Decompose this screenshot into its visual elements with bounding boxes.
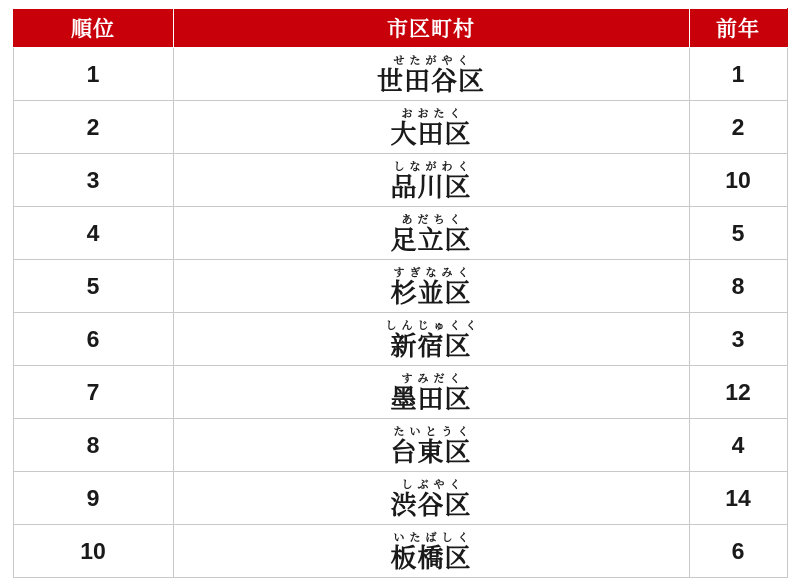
city-label-group: [389, 529, 474, 573]
rank-value: 1: [13, 48, 173, 101]
previous-rank-value: 6: [689, 525, 787, 578]
table-body: [13, 48, 787, 578]
city-name: 世田谷区: [376, 66, 485, 96]
city-label-group: [390, 476, 471, 520]
city-name: 大田区: [390, 119, 472, 149]
city-value: [173, 366, 689, 419]
table-row: [13, 260, 787, 313]
ranking-table: [13, 8, 788, 578]
city-label-group: [381, 317, 482, 361]
rank-value: 6: [13, 313, 173, 366]
city-value: [173, 154, 689, 207]
city-name: 足立区: [390, 225, 472, 255]
rank-value: 2: [13, 101, 173, 154]
previous-rank-value: 14: [689, 472, 787, 525]
city-label-group: [389, 423, 474, 467]
city-value: [173, 313, 689, 366]
city-furigana: おおたく: [401, 108, 466, 120]
city-furigana: しぶやく: [401, 479, 466, 491]
column-header-city: 市区町村: [173, 9, 689, 48]
previous-rank-value: 10: [689, 154, 787, 207]
table-row: [13, 154, 787, 207]
city-value: [173, 419, 689, 472]
city-furigana: たいとうく: [393, 426, 474, 438]
table-row: [13, 101, 787, 154]
previous-rank-value: 4: [689, 419, 787, 472]
rank-value: 8: [13, 419, 173, 472]
previous-rank-value: 5: [689, 207, 787, 260]
table-row: [13, 525, 787, 578]
table-header: [13, 9, 787, 48]
rank-value: 5: [13, 260, 173, 313]
city-name: 渋谷区: [390, 490, 472, 520]
city-furigana: あだちく: [401, 214, 466, 226]
city-label-group: [390, 211, 471, 255]
table-row: [13, 366, 787, 419]
rank-value: 3: [13, 154, 173, 207]
city-label-group: [390, 105, 471, 149]
previous-rank-value: 12: [689, 366, 787, 419]
city-furigana: いたばしく: [393, 532, 474, 544]
city-value: [173, 207, 689, 260]
city-furigana: しながわく: [393, 161, 474, 173]
city-label-group: [390, 370, 471, 414]
previous-rank-value: 8: [689, 260, 787, 313]
column-header-rank: 順位: [13, 9, 173, 48]
city-name: 新宿区: [390, 331, 472, 361]
city-value: [173, 48, 689, 101]
city-name: 台東区: [390, 437, 472, 467]
city-name: 杉並区: [390, 278, 472, 308]
previous-rank-value: 1: [689, 48, 787, 101]
table-row: [13, 48, 787, 101]
rank-value: 10: [13, 525, 173, 578]
rank-value: 4: [13, 207, 173, 260]
table-row: [13, 472, 787, 525]
table-header-row: [13, 9, 787, 48]
column-header-previous: 前年: [689, 9, 787, 48]
previous-rank-value: 3: [689, 313, 787, 366]
city-furigana: すぎなみく: [393, 267, 474, 279]
city-value: [173, 525, 689, 578]
city-furigana: せたがやく: [393, 55, 474, 67]
city-furigana: しんじゅくく: [385, 320, 482, 332]
city-name: 板橋区: [390, 543, 472, 573]
table-row: [13, 313, 787, 366]
city-furigana: すみだく: [401, 373, 466, 385]
city-label-group: [389, 264, 474, 308]
rank-value: 9: [13, 472, 173, 525]
previous-rank-value: 2: [689, 101, 787, 154]
table-row: [13, 207, 787, 260]
city-value: [173, 472, 689, 525]
city-value: [173, 101, 689, 154]
city-label-group: [389, 158, 474, 202]
city-name: 品川区: [390, 172, 472, 202]
city-name: 墨田区: [390, 384, 472, 414]
city-label-group: [377, 52, 485, 96]
table-row: [13, 419, 787, 472]
city-value: [173, 260, 689, 313]
rank-value: 7: [13, 366, 173, 419]
